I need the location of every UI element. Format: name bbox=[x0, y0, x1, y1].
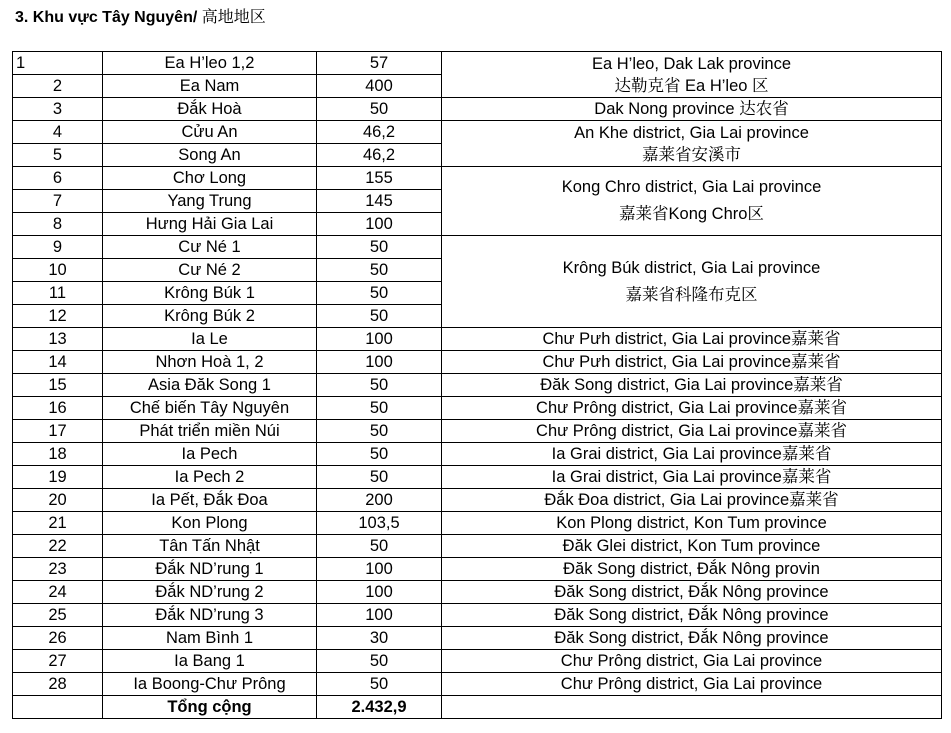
plant-name: Chế biến Tây Nguyên bbox=[103, 397, 317, 420]
plant-capacity: 100 bbox=[317, 213, 442, 236]
plant-capacity: 50 bbox=[317, 420, 442, 443]
plant-capacity: 145 bbox=[317, 190, 442, 213]
location-line: 嘉莱省Kong Chro区 bbox=[619, 205, 764, 223]
plant-capacity: 400 bbox=[317, 75, 442, 98]
plant-capacity: 50 bbox=[317, 98, 442, 121]
plant-name: Phát triển miền Núi bbox=[103, 420, 317, 443]
location-group-3 bbox=[442, 121, 942, 167]
row-number: 9 bbox=[13, 236, 103, 259]
table-row bbox=[13, 604, 942, 627]
section-heading-cn: 高地地区 bbox=[197, 9, 266, 26]
table-row bbox=[13, 489, 942, 512]
plant-name: Cư Né 2 bbox=[103, 259, 317, 282]
plant-name: Nam Bình 1 bbox=[103, 627, 317, 650]
total-row bbox=[13, 696, 942, 719]
plant-name: Ia Pech bbox=[103, 443, 317, 466]
plant-capacity: 46,2 bbox=[317, 144, 442, 167]
table-row bbox=[13, 236, 942, 259]
plant-name: Ia Pết, Đắk Đoa bbox=[103, 489, 317, 512]
table-row bbox=[13, 351, 942, 374]
row-number: 16 bbox=[13, 397, 103, 420]
plant-capacity: 50 bbox=[317, 305, 442, 328]
row-number: 13 bbox=[13, 328, 103, 351]
location-cell: Dak Nong province 达农省 bbox=[442, 98, 942, 121]
plant-capacity: 50 bbox=[317, 673, 442, 696]
table-row bbox=[13, 466, 942, 489]
location-group-4 bbox=[442, 167, 942, 236]
table-row bbox=[13, 121, 942, 144]
location-cell: Chư Prông district, Gia Lai province bbox=[442, 673, 942, 696]
plant-capacity: 50 bbox=[317, 397, 442, 420]
plant-name: Song An bbox=[103, 144, 317, 167]
total-blank-cell bbox=[442, 696, 942, 719]
table-row bbox=[13, 650, 942, 673]
plant-name: Ia Pech 2 bbox=[103, 466, 317, 489]
location-group-1 bbox=[442, 52, 942, 98]
plant-capacity: 50 bbox=[317, 535, 442, 558]
plant-name: Nhơn Hoà 1, 2 bbox=[103, 351, 317, 374]
total-blank-cell bbox=[13, 696, 103, 719]
plant-capacity: 50 bbox=[317, 282, 442, 305]
location-cell: Chư Pưh district, Gia Lai province嘉莱省 bbox=[442, 328, 942, 351]
table-row bbox=[13, 558, 942, 581]
plant-capacity: 50 bbox=[317, 650, 442, 673]
plant-name: Ia Le bbox=[103, 328, 317, 351]
section-heading bbox=[15, 4, 266, 32]
location-cell: Kon Plong district, Kon Tum province bbox=[442, 512, 942, 535]
table-row bbox=[13, 420, 942, 443]
plant-name: Đắk Hoà bbox=[103, 98, 317, 121]
location-cell: Đăk Song district, Đắk Nông provin bbox=[442, 558, 942, 581]
plant-name: Tân Tấn Nhật bbox=[103, 535, 317, 558]
row-number: 1 bbox=[13, 52, 103, 75]
row-number: 5 bbox=[13, 144, 103, 167]
row-number: 4 bbox=[13, 121, 103, 144]
row-number: 25 bbox=[13, 604, 103, 627]
table-row bbox=[13, 443, 942, 466]
row-number: 15 bbox=[13, 374, 103, 397]
location-group-5 bbox=[442, 236, 942, 328]
table-row bbox=[13, 512, 942, 535]
row-number: 21 bbox=[13, 512, 103, 535]
row-number: 6 bbox=[13, 167, 103, 190]
location-cell: Ia Grai district, Gia Lai province嘉莱省 bbox=[442, 443, 942, 466]
plant-capacity: 50 bbox=[317, 236, 442, 259]
row-number: 19 bbox=[13, 466, 103, 489]
table-row bbox=[13, 52, 942, 75]
location-cell: Đăk Song district, Đắk Nông province bbox=[442, 581, 942, 604]
section-heading-vn: 3. Khu vực Tây Nguyên/ bbox=[15, 9, 198, 26]
plant-capacity: 100 bbox=[317, 604, 442, 627]
plant-name: Đắk ND’rung 3 bbox=[103, 604, 317, 627]
row-number: 7 bbox=[13, 190, 103, 213]
location-cell: Đăk Song district, Gia Lai province嘉莱省 bbox=[442, 374, 942, 397]
row-number: 27 bbox=[13, 650, 103, 673]
plant-capacity: 50 bbox=[317, 374, 442, 397]
location-cell: Chư Pưh district, Gia Lai province嘉莱省 bbox=[442, 351, 942, 374]
location-cell: Chư Prông district, Gia Lai province嘉莱省 bbox=[442, 420, 942, 443]
plant-capacity: 100 bbox=[317, 328, 442, 351]
table-row bbox=[13, 328, 942, 351]
row-number: 18 bbox=[13, 443, 103, 466]
row-number: 12 bbox=[13, 305, 103, 328]
location-cell: Đăk Song district, Đắk Nông province bbox=[442, 604, 942, 627]
row-number: 17 bbox=[13, 420, 103, 443]
location-line: An Khe district, Gia Lai province bbox=[574, 124, 809, 142]
plant-name: Ea H’leo 1,2 bbox=[103, 52, 317, 75]
location-line: Kong Chro district, Gia Lai province bbox=[561, 178, 822, 196]
row-number: 24 bbox=[13, 581, 103, 604]
plant-capacity: 50 bbox=[317, 443, 442, 466]
plant-name: Chơ Long bbox=[103, 167, 317, 190]
table-row bbox=[13, 581, 942, 604]
table-row bbox=[13, 627, 942, 650]
table-row bbox=[13, 167, 942, 190]
location-line: Ea H’leo, Dak Lak province bbox=[591, 55, 791, 73]
plant-name: Asia Đăk Song 1 bbox=[103, 374, 317, 397]
row-number: 20 bbox=[13, 489, 103, 512]
plant-name: Kon Plong bbox=[103, 512, 317, 535]
power-plant-table bbox=[12, 51, 942, 719]
plant-name: Ia Boong-Chư Prông bbox=[103, 673, 317, 696]
total-value: 2.432,9 bbox=[317, 696, 442, 719]
table-row bbox=[13, 397, 942, 420]
plant-capacity: 30 bbox=[317, 627, 442, 650]
plant-capacity: 50 bbox=[317, 466, 442, 489]
row-number: 23 bbox=[13, 558, 103, 581]
plant-capacity: 57 bbox=[317, 52, 442, 75]
plant-capacity: 46,2 bbox=[317, 121, 442, 144]
row-number: 26 bbox=[13, 627, 103, 650]
row-number: 28 bbox=[13, 673, 103, 696]
location-cell: Đăk Song district, Đắk Nông province bbox=[442, 627, 942, 650]
plant-name: Cửu An bbox=[103, 121, 317, 144]
plant-name: Hưng Hải Gia Lai bbox=[103, 213, 317, 236]
plant-name: Ea Nam bbox=[103, 75, 317, 98]
row-number: 3 bbox=[13, 98, 103, 121]
table-row bbox=[13, 98, 942, 121]
plant-name: Cư Né 1 bbox=[103, 236, 317, 259]
plant-name: Đắk ND’rung 2 bbox=[103, 581, 317, 604]
location-line: 嘉莱省安溪市 bbox=[642, 146, 741, 164]
row-number: 2 bbox=[13, 75, 103, 98]
row-number: 14 bbox=[13, 351, 103, 374]
plant-name: Krông Búk 2 bbox=[103, 305, 317, 328]
location-line: 达勒克省 Ea H’leo 区 bbox=[614, 77, 769, 95]
table-row bbox=[13, 374, 942, 397]
row-number: 8 bbox=[13, 213, 103, 236]
row-number: 11 bbox=[13, 282, 103, 305]
plant-capacity: 103,5 bbox=[317, 512, 442, 535]
row-number: 10 bbox=[13, 259, 103, 282]
table-row bbox=[13, 673, 942, 696]
plant-capacity: 100 bbox=[317, 558, 442, 581]
plant-capacity: 155 bbox=[317, 167, 442, 190]
plant-name: Yang Trung bbox=[103, 190, 317, 213]
table-row bbox=[13, 535, 942, 558]
total-label: Tổng cộng bbox=[103, 696, 317, 719]
plant-capacity: 100 bbox=[317, 581, 442, 604]
plant-capacity: 200 bbox=[317, 489, 442, 512]
location-line: Krông Búk district, Gia Lai province bbox=[562, 258, 821, 277]
row-number: 22 bbox=[13, 535, 103, 558]
plant-name: Krông Búk 1 bbox=[103, 282, 317, 305]
location-cell: Chư Prông district, Gia Lai province嘉莱省 bbox=[442, 397, 942, 420]
location-line: 嘉莱省科隆布克区 bbox=[625, 285, 758, 304]
plant-capacity: 100 bbox=[317, 351, 442, 374]
plant-capacity: 50 bbox=[317, 259, 442, 282]
location-cell: Đăk Glei district, Kon Tum province bbox=[442, 535, 942, 558]
location-cell: Đắk Đoa district, Gia Lai province嘉莱省 bbox=[442, 489, 942, 512]
plant-name: Ia Bang 1 bbox=[103, 650, 317, 673]
plant-name: Đắk ND’rung 1 bbox=[103, 558, 317, 581]
location-cell: Chư Prông district, Gia Lai province bbox=[442, 650, 942, 673]
location-cell: Ia Grai district, Gia Lai province嘉莱省 bbox=[442, 466, 942, 489]
